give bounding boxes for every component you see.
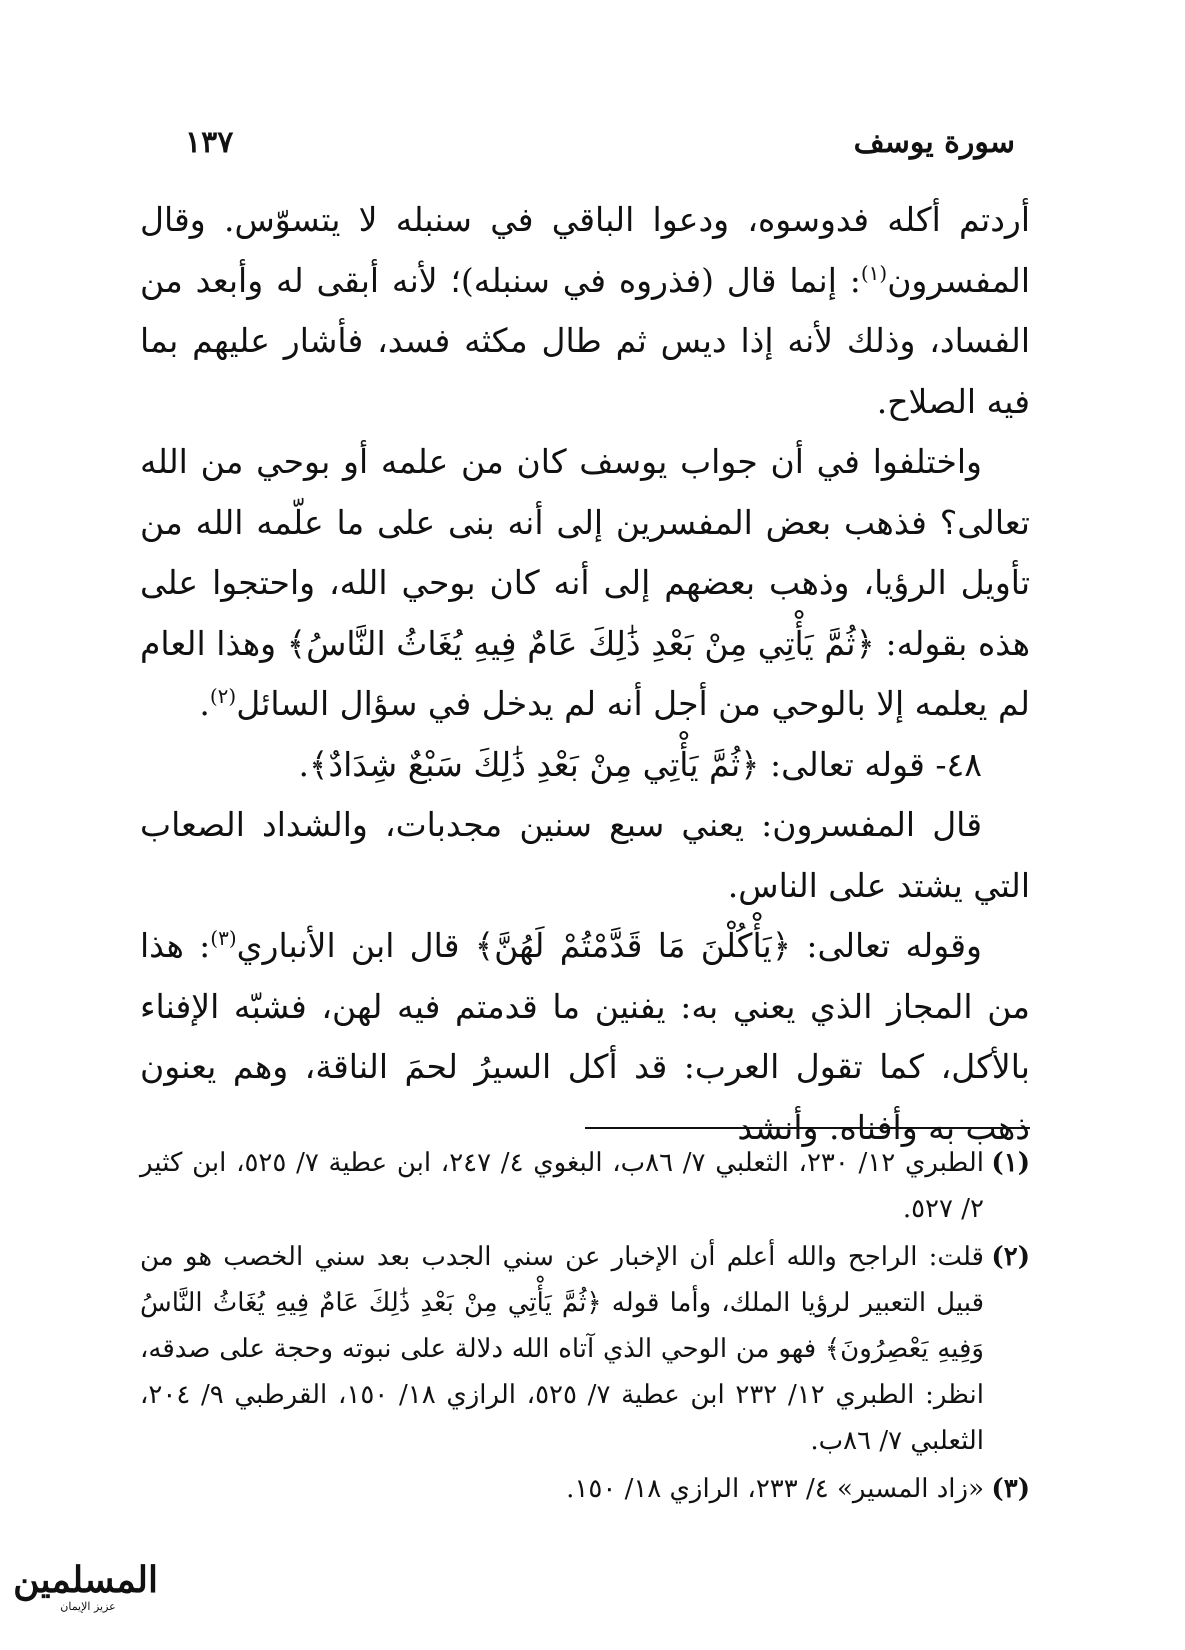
footnote-text: الطبري ١٢/ ٢٣٠، الثعلبي ٧/ ٨٦ب، البغوي ٤/ ٢٤٧، ابن عطية ٧/ ٥٢٥، ابن كثير ٢/ ٥٢٧. bbox=[140, 1148, 984, 1224]
surah-title: سورة يوسف bbox=[853, 124, 1015, 160]
main-text bbox=[140, 190, 1030, 1158]
footnote-number: (٣) bbox=[991, 1474, 1030, 1504]
footnotes bbox=[140, 1140, 1030, 1514]
footnote-text: «زاد المسير» ٤/ ٢٣٣، الرازي ١٨/ ١٥٠. bbox=[566, 1474, 984, 1504]
paragraph-2: واختلفوا في أن جواب يوسف كان من علمه أو بوحي من الله تعالى؟ فذهب بعض المفسرين إلى أنه بنى على ما علّمه الله من تأويل الرؤيا، وذهب بعضهم إلى أنه كان بوحي الله، واحتجوا على هذه بقوله: ﴿ثُمَّ يَأْتِي مِنْ بَعْدِ ذَٰلِكَ عَامٌ فِيهِ يُغَاثُ النَّاسُ﴾ وهذا العام لم يعلمه إلا بالوحي من أجل أنه لم يدخل في سؤال السائل$^{(٢)}$. bbox=[140, 442, 1030, 723]
footnote-divider bbox=[585, 1127, 1030, 1129]
footnote-ref-2: (٢) bbox=[209, 684, 237, 708]
page-number: ١٣٧ bbox=[185, 124, 234, 160]
paragraph-1: أردتم أكله فدوسوه، ودعوا الباقي في سنبله لا يتسوّس. وقال المفسرون$^{(١)}$: إنما قال (فذروه في سنبله)؛ لأنه أبقى له وأبعد من الفساد، وذلك لأنه إذا ديس ثم طال مكثه فسد، فأشار عليهم بما فيه الصلاح. bbox=[140, 200, 1030, 421]
footnote-2 bbox=[140, 1234, 1030, 1464]
publisher-logo bbox=[13, 1559, 158, 1630]
logo-main-text: المسلمين bbox=[13, 1559, 158, 1601]
logo-sub-text: عزيز الإيمان bbox=[60, 1600, 116, 1613]
footnote-1 bbox=[140, 1140, 1030, 1232]
footnote-ref-1: (١) bbox=[860, 260, 888, 285]
footnote-number: (١) bbox=[991, 1148, 1030, 1178]
footnote-text: قلت: الراجح والله أعلم أن الإخبار عن سني الجدب بعد سني الخصب هو من قبيل التعبير لرؤيا الملك، وأما قوله ﴿ثُمَّ يَأْتِي مِنْ بَعْدِ ذَٰلِكَ عَامٌ فِيهِ يُغَاثُ النَّاسُ وَفِيهِ يَعْصِرُونَ﴾ فهو من الوحي الذي آتاه الله دلالة على نبوته وحجة على صدقه، انظر: الطبري ١٢/ ٢٣٢ ابن عطية ٧/ ٥٢٥، الرازي ١٨/ ١٥٠، القرطبي ٩/ ٢٠٤، الثعلبي ٧/ ٨٦ب. bbox=[140, 1242, 984, 1456]
footnote-number: (٢) bbox=[991, 1242, 1030, 1272]
page-header bbox=[185, 112, 1015, 172]
paragraph-4: قال المفسرون: يعني سبع سنين مجدبات، والشداد الصعاب التي يشتد على الناس. bbox=[140, 805, 1030, 905]
footnote-3 bbox=[140, 1466, 1030, 1512]
paragraph-verse-48: ٤٨- قوله تعالى: ﴿ثُمَّ يَأْتِي مِنْ بَعْدِ ذَٰلِكَ سَبْعٌ شِدَادٌ﴾. bbox=[298, 744, 982, 784]
footnote-ref-3: (٣) bbox=[210, 926, 237, 950]
paragraph-5: وقوله تعالى: ﴿يَأْكُلْنَ مَا قَدَّمْتُمْ لَهُنَّ﴾ قال ابن الأنباري$^{(٣)}$: هذا من المجاز الذي يعني به: يفنين ما قدمتم فيه لهن، فشبّه الإفناء بالأكل، كما تقول العرب: قد أكل السيرُ لحمَ الناقة، وهم يعنون ذهب به وأفناه. وأنشد bbox=[140, 926, 1030, 1147]
